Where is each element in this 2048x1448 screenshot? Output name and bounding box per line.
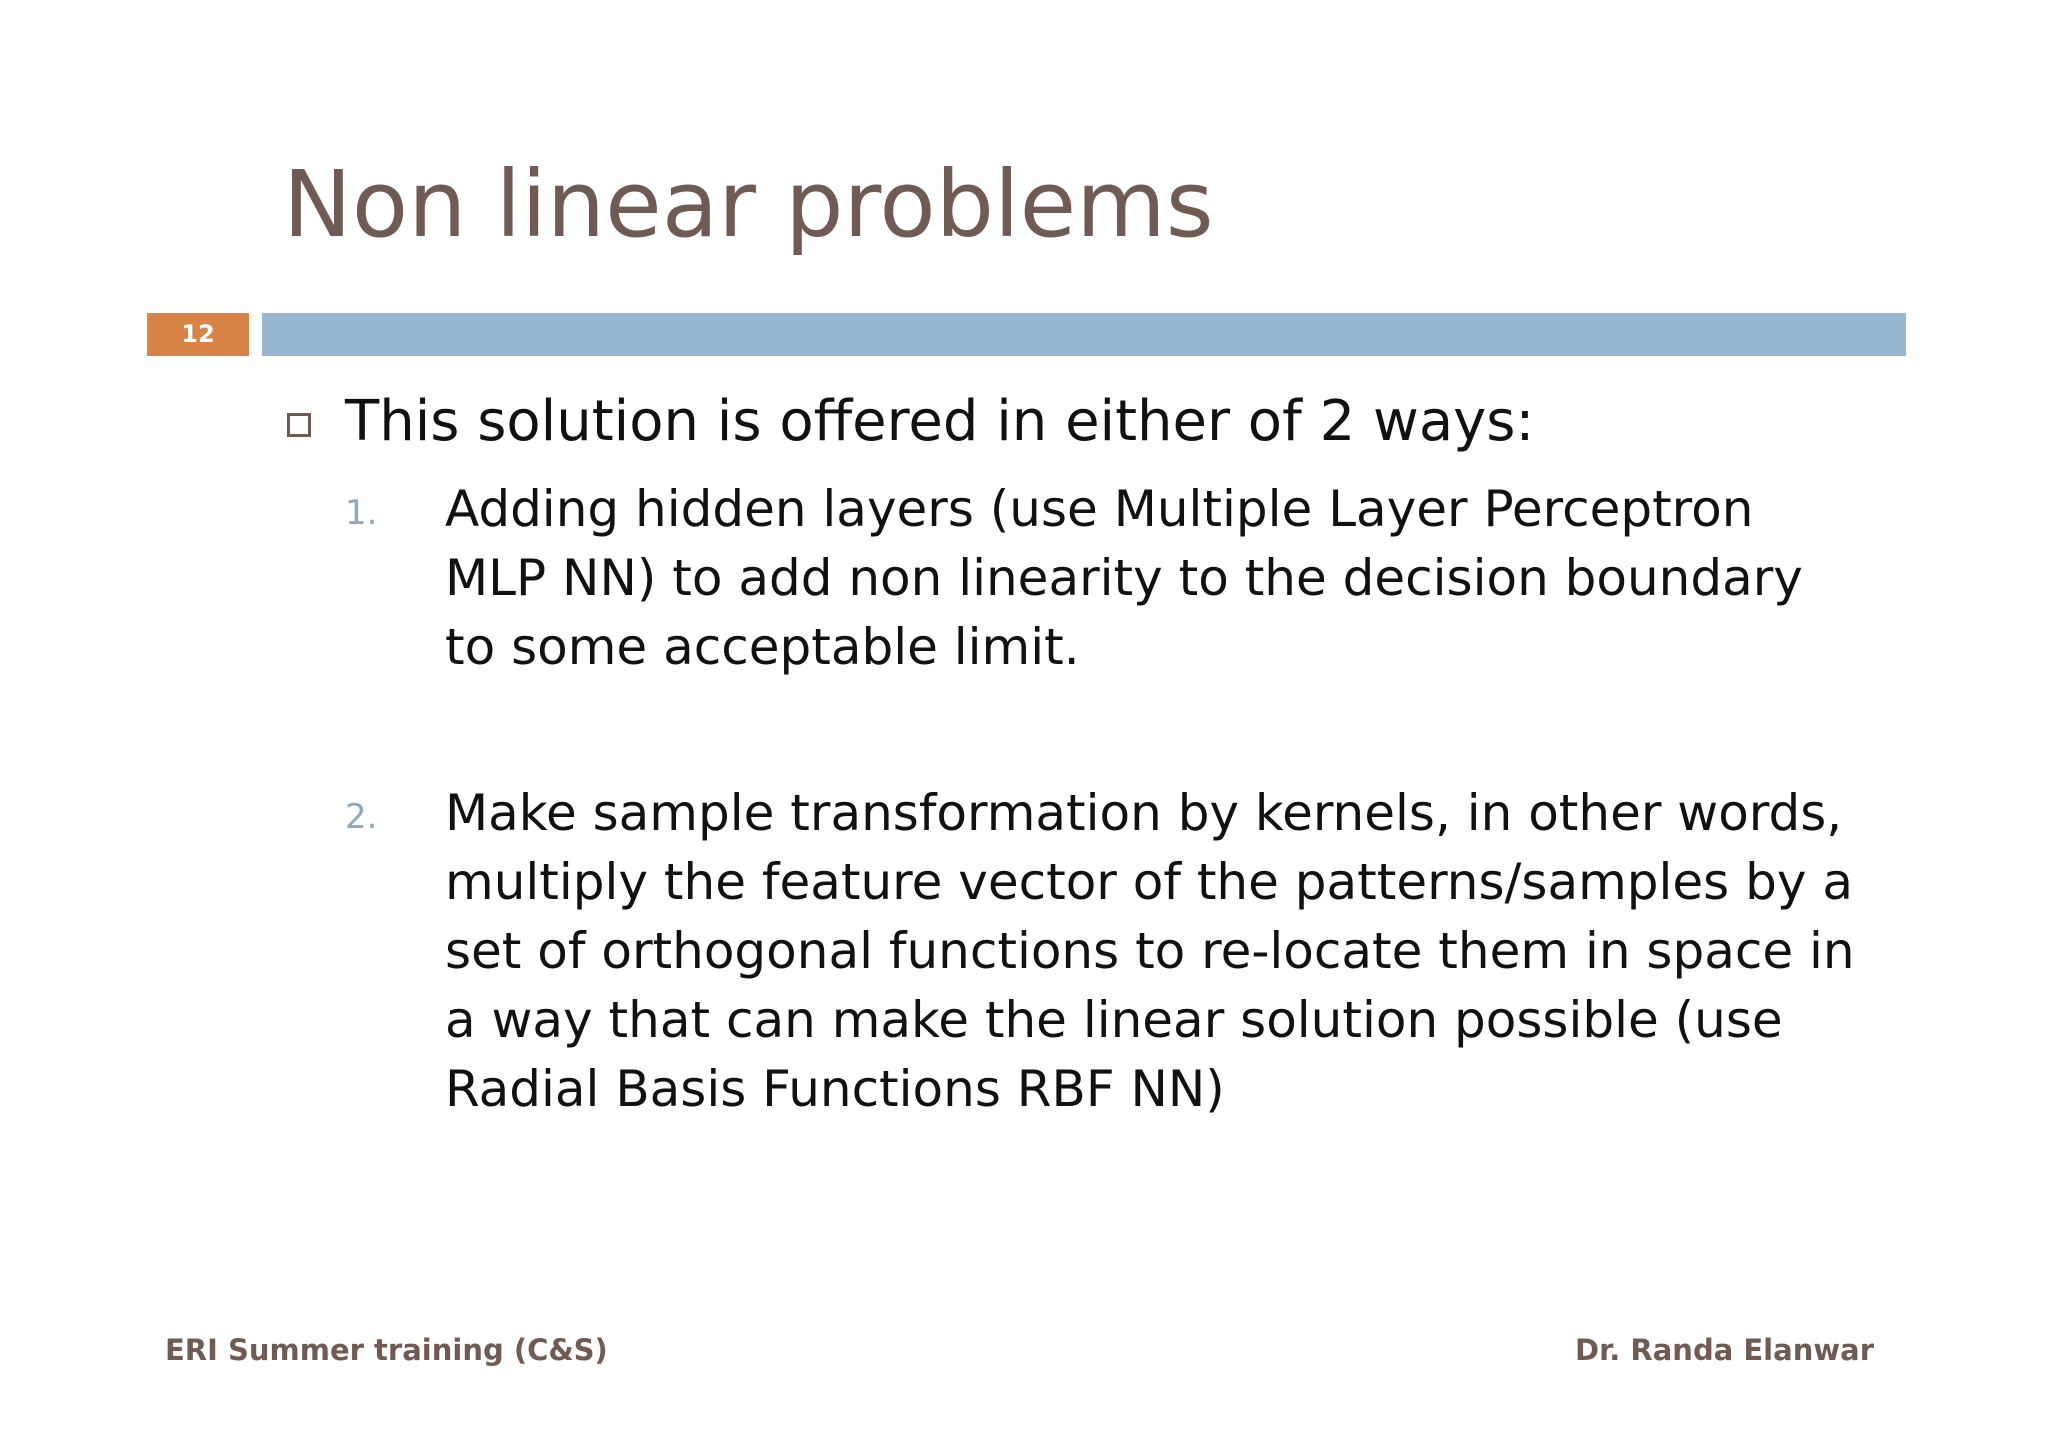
main-bullet-text: This solution is offered in either of 2 ways: <box>345 389 1535 454</box>
list-item-2 <box>345 779 1865 1124</box>
footer-course: ERI Summer training (C&S) <box>165 1333 608 1367</box>
list-item-text: Adding hidden layers (use Multiple Layer Perceptron MLP NN) to add non linearity to the decision boundary to some acceptable limit. <box>445 480 1803 676</box>
list-item-number: 2. <box>345 797 378 837</box>
square-bullet-icon <box>287 413 311 437</box>
slide-number-badge: 12 <box>147 313 249 356</box>
list-item-number: 1. <box>345 493 378 533</box>
footer-author: Dr. Randa Elanwar <box>1575 1333 1874 1367</box>
slide-title: Non linear problems <box>283 151 1214 258</box>
title-divider-bar <box>262 313 1906 356</box>
main-bullet <box>287 388 1534 456</box>
list-item-text: Make sample transformation by kernels, in other words, multiply the feature vector of the patterns/samples by a set of orthogonal functions to re-locate them in space in a way that can make the linear solution possible (use Radial Basis Functions RBF NN) <box>445 784 1855 1118</box>
list-item-1 <box>345 475 1865 682</box>
